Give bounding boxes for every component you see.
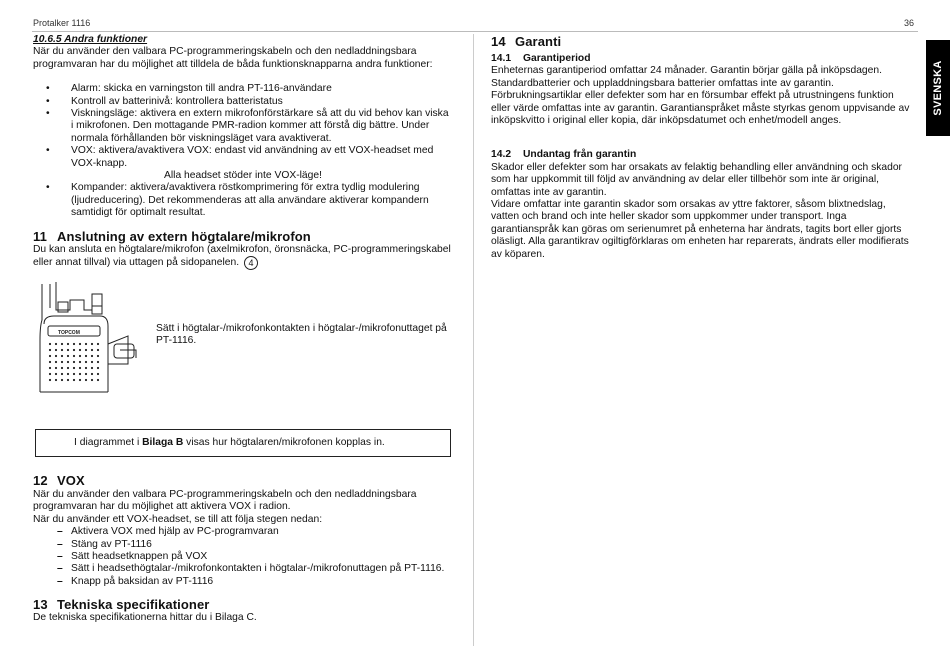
section-11-body: Du kan ansluta en högtalare/mikrofon (axelmikrofon, öronsnäcka, PC-programmeringskabel eller annat tillval) via uttagen på sidopanelen. 4	[33, 243, 451, 269]
section-14-1-body: Enheternas garantiperiod omfattar 24 månader. Garantin börjar gälla på inköpsdagen. Standardbatterier och uppladdningsbara batterier omfattas inte av garantin. Förbrukningsartiklar eller defekter som har en försumbar effekt på utrustningens funktion eller värde omfattas inte av garantin. Garantianspråket måste styrkas genom uppvisande av inköpskvitto i original eller kopia, där inköpsdatumet och enhet/modell anges.	[491, 65, 910, 127]
section-13-heading: 13 Tekniska specifikationer	[33, 597, 210, 613]
function-item: • Alarm: skicka en varningston till andra PT-116-användare	[33, 83, 453, 95]
header-divider	[32, 31, 918, 32]
section-12-heading: 12 VOX	[33, 473, 85, 488]
radio-illustration	[36, 280, 156, 398]
section-10-6-5-title: 10.6.5 Andra funktioner	[33, 34, 148, 45]
function-list	[33, 83, 453, 170]
vox-step: – Stäng av PT-1116	[33, 539, 453, 551]
header-product: Protalker 1116	[33, 18, 91, 28]
section-11-heading: 11 Anslutning av extern högtalare/mikrofon	[33, 228, 311, 244]
section-14-2-body: Skador eller defekter som har orsakats av felaktig behandling eller användning och skador som har uppkommit till följd av användning av delar eller tillbehör som inte är original, omfattas inte av garantin.	[491, 161, 902, 198]
right-column	[491, 34, 916, 261]
vox-steps	[33, 526, 453, 588]
vox-step: – Sätt i headsethögtalar-/mikrofonkontakten i högtalar-/mikrofonuttagen på PT-1116.	[33, 563, 453, 575]
function-item: • Viskningsläge: aktivera en extern mikrofonförstärkare så att du vid behov kan viska i mikrofonen. Den mottagande PMR-radion kommer att förstå dig bättre. Under normala förhållanden bör viskningsläget vara avaktiverat.	[33, 108, 453, 145]
section-14-heading: 14 Garanti	[491, 34, 562, 49]
language-tab	[926, 40, 950, 136]
figure-caption: Sätt i högtalar-/mikrofonkontakten i högtalar-/mikrofonuttaget på PT-1116.	[156, 323, 447, 347]
section-12-body: När du använder den valbara PC-programmeringskabeln och den nedladdningsbara programvaran har du möjlighet att aktivera VOX i radion.	[33, 489, 417, 513]
section-12-body-2: När du använder ett VOX-headset, se till att följa stegen nedan:	[33, 513, 323, 525]
function-list-continued	[33, 182, 453, 219]
section-14-1-heading: 14.1 Garantiperiod	[491, 53, 591, 64]
function-item: • VOX: aktivera/avaktivera VOX: endast vid användning av ett VOX-headset med VOX-knapp.	[33, 145, 453, 170]
language-tab-label: SVENSKA	[932, 60, 944, 116]
radio-brand-label: TOPCOM	[58, 330, 80, 336]
section-14-2-heading: 14.2 Undantag från garantin	[491, 149, 637, 161]
vox-note: Alla headset stöder inte VOX-läge!	[164, 170, 322, 182]
section-14-2-body-2: Vidare omfattar inte garantin skador som orsakas av yttre faktorer, såsom blixtnedslag, vatten och brand och inte heller skador som uppkommer under transport. Inga garantianspråk kan göras om serienumret på enheterna har ändrats, tagits bort eller gjorts oläsligt. Alla garantikrav ogiltigförklaras om enheten har reparerats, ändrats eller modifierats av köparen.	[491, 199, 909, 260]
appendix-note-box: I diagrammet i Bilaga B visas hur högtalaren/mikrofonen kopplas in.	[35, 429, 451, 457]
vox-step: – Sätt headsetknappen på VOX	[33, 551, 453, 563]
vox-step: – Knapp på baksidan av PT-1116	[33, 576, 453, 588]
section-10-6-5-intro: När du använder den valbara PC-programmeringskabeln och den nedladdningsbara programvaran har du möjlighet att tilldela de båda funktionsknapparna andra funktioner:	[33, 46, 433, 70]
appendix-reference: Bilaga B	[142, 437, 184, 448]
section-13-body: De tekniska specifikationerna hittar du i Bilaga C.	[33, 612, 257, 624]
header-page-number: 36	[904, 18, 915, 28]
function-item: • Kompander: aktivera/avaktivera röstkomprimering för extra tydlig modulering (ljudreducering). Det rekommenderas att alla användare aktiverar kompandern samtidigt för optimalt resultat.	[33, 182, 453, 219]
vox-step: – Aktivera VOX med hjälp av PC-programvaran	[33, 526, 453, 538]
circled-reference: 4	[244, 256, 258, 270]
column-divider	[473, 34, 474, 646]
speaker-grille	[49, 343, 99, 381]
function-item: • Kontroll av batterinivå: kontrollera batteristatus	[33, 96, 453, 108]
